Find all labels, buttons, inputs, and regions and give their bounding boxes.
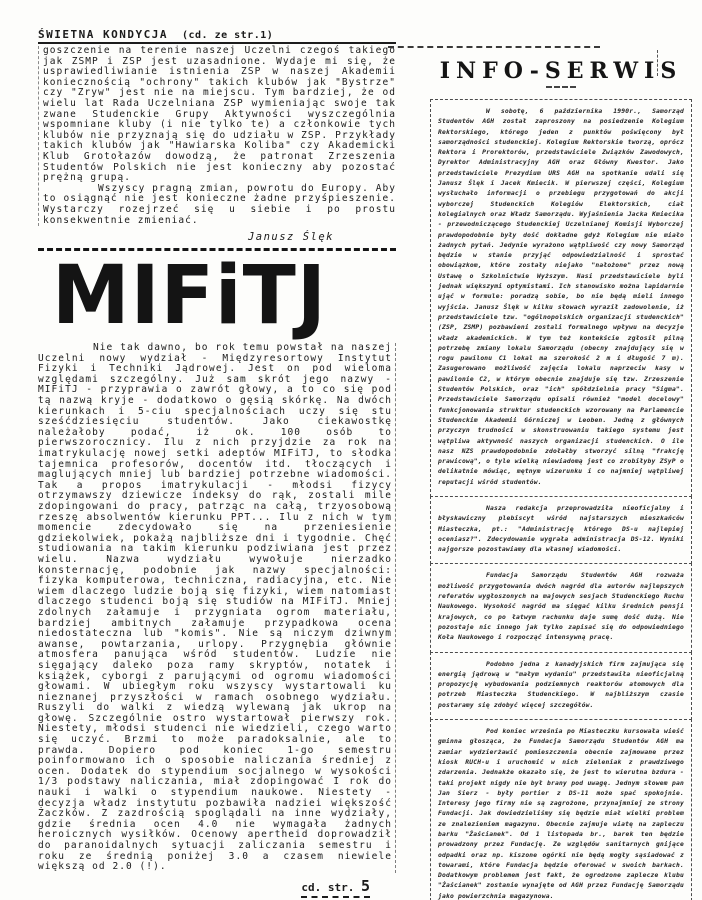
continuation-from-note: (cd. ze str.1) (181, 30, 274, 41)
news-item (430, 652, 692, 720)
continued-note-text (301, 877, 370, 898)
news-item-text: W sobotę, 6 października 1990r., Samorząd Studentów AGH został zaproszony na posiedzenie Kolegium Rektorskiego, którego jeden z punktów poświęcony był samorządności studenckiej. Kolegium Rektorskie tworzą, oprócz Rektora i Prorektorów, przedstawiciele Związków Zawodowych, Dyrektor Administracyjny AGH oraz Główny Kwestor. Jako przedstawiciele Prezydium URS AGH na spotkanie udali się Janusz Ślęk i Jacek Kmiecik. W pierwszej części, Kolegium wysłuchało informacji o przebiegu przygotowań do akcji wyborczej Studenckich Kolegiów Elektorskich, ciał kolegialnych oraz Władz Samorządu. Wyjaśnienia Jacka Kmiecika - przewodniczącego Studenckiej Uczelnianej Komisji Wyborczej prawdopodobnie były dość dokładne gdyż Kolegium nie miało żadnych pytań. Jedynie wyrażono wątpliwość czy nowy Samorząd będzie w stanie przyjąć odpowiedzialność i sprostać obowiązkom, które zostały niejako "nałożone" przez nową Ustawę o Szkolnictwie Wyższym. Nasi przedstawiciele byli jednak większymi optymistami. Ich stanowisko można lapidarnie ująć w formule: poradzą sobie, bo nie będą mieli innego wyjścia. Janusz Ślęk w kilku słowach wyraził zadowolenie, iż przedstawiciele tzw. "ogólnopolskich organizacji studenckich" (ZSP, ZSMP) pozbawieni zostali formalnego wpływu na decyzje władz akademickich. W tym też kontekście zgłosił pilną potrzebę zmiany lokalu Samorządu (obecny znajdujący się w rogu pawilonu C1 lokal ma szerokość 2 m i długość 7 m). Zasugerowano możliwość zajęcia lokalu naprzeciw kasy w pawilonie C2, w którym obecnie znajduje się tzw. Zrzeszenie Studentów Polskich, oraz "ich" spółdzielnia pracy "Sigma". Przedstawiciele Samorządu opisali również "model docelowy" funkcjonowania struktur studenckich wzorowany na Parlamencie Studenckim Akademii Górniczej w Leoben. Jedną z głównych przyczyn trudności w skonstruowaniu takiego systemu jest wątpliwa aktywność naszych organizacji studenckich. O ile nasz NZS prawdopodobnie zdołałby stworzyć silną "frakcję prawicową", o tyle wielką niewiadomą jest co zrobiłyby ZSyP o delikatnie mówiąc, mętnym wizerunku i co najmniej wątpliwej reputacji wśród studentów. (438, 108, 684, 486)
info-serwis-title: INFO-SERWIS (439, 58, 683, 84)
news-item (430, 99, 692, 497)
top-rule-line (388, 46, 600, 48)
article-kondycja-body (38, 46, 396, 226)
news-item-text: Pod koniec września po Miasteczku kursowała wieść gminna głosząca, że Fundacja Samorządu Studentów AGH ma zamiar wydzierżawić pomieszczenia obecnie zajmowane przez kiosk RUCH-u i uruchomić w nich zieleniak z prawdziwego zdarzenia. Jednakże okazało się, że jest to wierutna bzdura - taki projekt nigdy nie był brany pod uwagę. Jednym słowem pan Jan Sierz - były portier z DS-11 może spać spokojnie. Interesy jego firmy nie są zagrożone, przynajmniej ze strony Fundacji. Jak dowiedzieliśmy się będzie miał wielki problem ze znalezieniem magazynu. Obecnie zajmuje wiatę na zapleczu barku "Żaścianek". Od 1 listopada br., barek ten będzie prowadzony przez Fundację. Ze względów sanitarnych gnijące odpadki oraz np. kiszone ogórki nie będą mogły sąsiadować z towarami, które Fundacja będzie oferować w swoich barkach. Dodatkowym problemem jest fakt, że ogrodzone zaplecze klubu "Żaścianek" zostanie wynajęte od AGH przez Fundację Samorządu jako powierzchnia magazynowa. (438, 728, 684, 900)
news-item (430, 496, 692, 564)
continued-page-number: 5 (360, 876, 370, 895)
article-title: ŚWIETNA KONDYCJA (38, 28, 168, 41)
article-paragraph: Nie tak dawno, bo rok temu powstał na naszej Uczelni nowy wydział - Międzyresortowy Instytut Fizyki i Techniki Jądrowej. Jest on pod wieloma względami szczególny. Już sam skrót jego nazwy - MIFiTJ - przyprawia o zawrót głowy, a to co się pod tą nazwą kryje - dodatkowo o gęsią skórkę. Na dwóch kierunkach i 5-ciu specjalnościach uczy się stu sześćdziesięciu studentów. Jako ciekawostkę należałoby podać, iż ok. 100 osób to pierwszorocznicy. Ilu z nich przyjdzie za rok na imatrykulację nowej setki adeptów MIFiTJ, to słodka tajemnica profesorów, docentów itd. tłoczących i maglujących mniej lub bardziej potrzebne wiadomości. Tak a propos imatrykulacji - młodsi fizycy otrzymawszy dziewicze indeksy do rąk, zostali mile zdopingowani do pracy, patrząc na całą, trzyosobową rzeszę absolwentów kierunku PPT... Ilu z nich w tym momencie zdecydowało się na przeniesienie gdziekolwiek, pokażą najbliższe dni i tygodnie. Chęć studiowania na takim kierunku podziwiana jest przez wielu. Nazwa wydziału wywołuje nierzadko konsternację, podobnie jak nazwy specjalności: fizyka komputerowa, techniczna, radiacyjna, etc. Nie wiem dlaczego ludzie boją się fizyki, wiem natomiast dlaczego studenci boją się studiów na MIFiTJ. Mniej zdolnych załamuje i przygniata ogrom materiału, bardziej ambitnych załamuje przypadkowa ocena niedostateczna lub "komis". Nie są niczym dziwnym awanse, powtarzania, urlopy. Przygnębia głównie atmosfera panująca wśród studentów. Ludzie nie sięgający daleko poza ramy skryptów, notatek i książek, cyborgi z parującymi od ogromu wiadomości głowami. W ubiegłym roku wszyscy wystartowali ku nieznanej przyszłości w ramach osobnego wydziału. Ruszyli do walki z wiedzą wylewaną jak ukrop na głowę. Szczególnie ostro wystartował pierwszy rok. Niestety, młodsi studenci nie wiedzieli, czego warto się uczyć. Brzmi to może paradoksalnie, ale to prawda. Dopiero pod koniec 1-go semestru poinformowano ich o sposobie naliczania średniej z ocen. Dodatek do stypendium socjalnego w wysokości 1/3 podstawy naliczania, miał zdopingować I rok do nauki i walki o stypendium naukowe. Niestety - decyzja władz instytutu pozbawiła nadziei większość Żaczków. Z zazdrością spoglądali na inne wydziały, gdzie średnia ocen 4.0 nie wymagała żadnych heroicznych wysiłków. Ocenowy apertheid doprowadził do paranoidalnych sytuacji zaliczania semestru i roku ze średnią poniżej 3.0 a czasem niewiele większą od 2.0 (!). (38, 342, 392, 873)
continued-on-page-note (38, 876, 396, 898)
article-paragraph: Wszyscy pragną zmian, powrotu do Europy. Aby to osiągnąć nie jest konieczne żadne przyśpieszenie. Wystarczy rozejrzeć się u siebie i po prostu konsekwentnie zmieniać. (43, 182, 396, 226)
news-item-text: Podobno jedna z kanadyjskich firm zajmująca się energią jądrową w "małym wydaniu" przedstawiła nieoficjalną propozycję wybudowania podziemnych reaktorów atomowych dla potrzeb Miasteczka Studenckiego. W najbliższym czasie postaramy się zdobyć więcej szczegółów. (438, 660, 684, 709)
info-serwis-column (430, 58, 692, 900)
article-mifitj-body (38, 343, 396, 873)
left-column (38, 28, 396, 898)
headline-mifitj: MIFiTJ (52, 249, 327, 343)
author-signature: Janusz Ślęk (247, 231, 334, 244)
continued-label: cd. str. (301, 880, 355, 894)
news-item-text: Nasza redakcja przeprowadziła nieoficjalny i błyskawiczny plebiscyt wśród najstarszych mieszkańców Miasteczka, pt.: "Administrację którego DS-u najlepiej oceniasz?". Zdecydowanie wygrała administracja DS-12. Wyniki najgorsze pozostawiamy dla własnej wiadomości. (438, 504, 684, 554)
news-item (430, 719, 692, 900)
continued-article-header (38, 28, 396, 44)
article-paragraph: goszczenie na terenie naszej Uczelni czegoś takiego jak ZSMP i ZSP jest uzasadnione. Wydaje mi się, że usprawiedliwianie istnienia ZSP w naszej Akademii koniecznością "ochrony" takich klubów jak "Bystrze" czy "Zryw" jest nie na miejscu. Tym bardziej, że od wielu lat Rada Uczelniana ZSP wymieniając swoje tak zwane Studenckie Grupy Aktywności wyszczególnia wspomniane kluby (i nie tylko te) a członkowie tych klubów nie przyznają się do udziału w ZSP. Przykłady takich klubów jak "Hawiarska Koliba" czy Akademicki Klub Grotołazów dowodzą, że patronat Zrzeszenia Studentów Polskich nie jest konieczny aby pozostać prężną grupą. (43, 45, 396, 184)
title-underline-dashes (546, 86, 576, 88)
news-item (430, 563, 692, 652)
news-item-text: Fundacja Samorządu Studentów AGH rozważa możliwość przygotowania dwóch nagród dla autorów najlepszych referatów wygłoszonych na majowych sesjach Studenckiego Ruchu Naukowego. Wysokość nagród ma sięgać kilku średnich pensji krajowych, co po łatwym rachunku daje sumę dość dużą. Nie pozostaje nic innego jak tylko zapisać się do odpowiedniego Koła Naukowego i rozpocząć intensywną pracę. (438, 572, 684, 642)
